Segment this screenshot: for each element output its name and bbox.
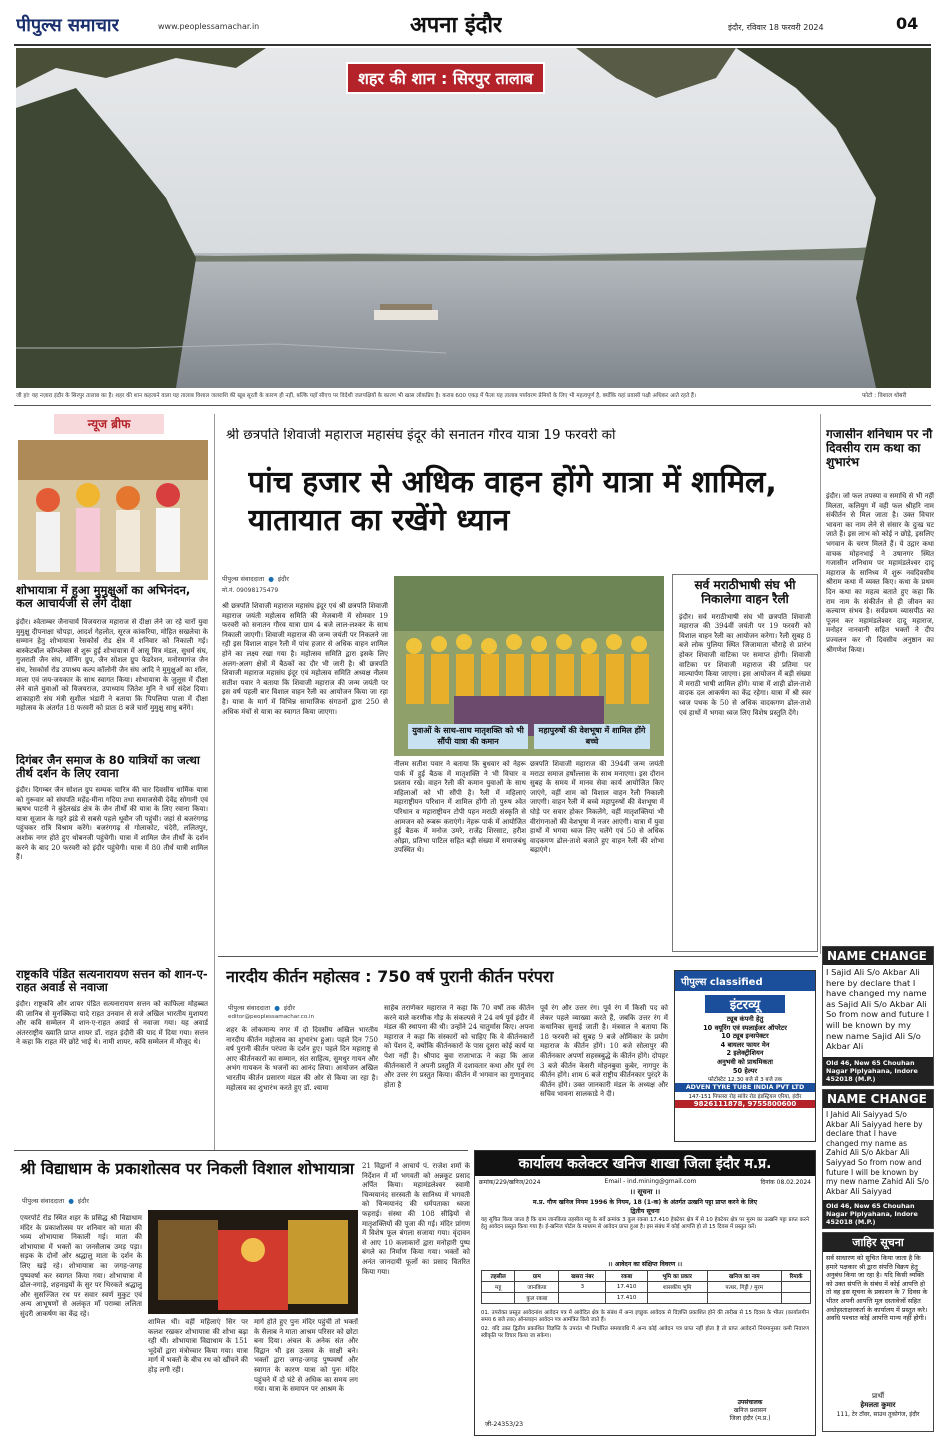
collector-note1: 01. उपरोक्त प्रस्तुत आवेदनांश आवेदन पत्र में आवेदित क्षेत्र के संबंध में अन्य इच्छुक आवेदक से विज्ञप्ति प्रकाशित होने की तारीख से 15 दिवस के भीतर (कार्यालयीन समय 6 बजे तक) ऑनलाइन आवेदन पत्र आमंत्रित किये जाते हैं।	[481, 1310, 809, 1323]
kirtan-headline: नारदीय कीर्तन महोत्सव : 750 वर्ष पुरानी कीर्तन परंपरा	[226, 968, 554, 986]
shobhayatra-author: पीपुल्स संवाददाता	[22, 1197, 65, 1205]
classified-time: फोटोस्टेट 12.30 बजे से 3 बजे तक	[707, 1077, 783, 1084]
photo-caption-right: महापुरुषों की वेशभूषा में शामिल होंगे बच्चे	[534, 724, 650, 749]
classified-line7: 50 हेल्पर	[732, 1066, 758, 1075]
collector-cell: 17.410	[606, 1282, 647, 1293]
news-brief-label: न्यूज ब्रीफ	[54, 414, 164, 434]
shobhayatra-col4: 21 विद्वानों ने आचार्य पं. राजेश शर्मा के निर्देशन में माँ भगवती को अन्नकूट प्रसाद अर्पित किया। महामंडलेश्वर स्वामी चिन्मयानंद सरस्वती के सानिध्य में भगवती को चिन्मयानंद की धर्मपताका ध्वजा फहराई। संस्था की 108 सीढ़ियों से मातृशक्तियों की पूजा की गई। मंदिर प्रांगण में विशेष फूल बंगला सजाया गया। वृंदावन से आए 10 कलाकारों द्वारा मनोहारी पुष्प बंगले का निर्माण किया गया। भक्तों को अनंत जानदायी फूलों का प्रसाद वितरित किया गया।	[362, 1162, 470, 1276]
classified-address: 147-151 पिपलरा रोड़ सांवेर रोड इंडस्ट्रियल एरिया, इंदौर	[688, 1094, 802, 1101]
collector-cell	[647, 1293, 707, 1304]
photo-credit: फोटो : विशाल थोबरी	[862, 393, 907, 399]
collector-note2: 02. यदि उक्त द्वितीय प्रकाशित विज्ञप्ति के उपरांत भी निर्धारित समयावधि में अन्य कोई आवेदन पत्र प्राप्त नहीं होता है तो प्राप्त आवेदनों नियमानुसार कमी निवारण स्वीकृति पर विचार किया जा सकेगा।	[481, 1326, 809, 1339]
collector-cell: 3	[559, 1282, 606, 1293]
collector-cell: महू	[482, 1282, 515, 1293]
collector-title: ।। सूचना ।।	[629, 1188, 661, 1196]
public-notice-title: जाहिर सूचना	[823, 1233, 933, 1252]
main-kicker: श्री छत्रपति शिवाजी महाराज महासंघ इंदूर की सनातन गौरव यात्रा 19 फरवरी को	[226, 428, 616, 443]
collector-col-4: भूमि का प्रकार	[647, 1271, 707, 1282]
right-body: इंदौर। जो फल तपस्या व समाधि से भी नहीं मिलता, कलियुग में वही फल श्रीहरि नाम संकीर्तन से मिल जाता है। उक्त विचार भावना का नाम लेने से संसार के दुःख घट जाते हैं। इस लाभ को कोई न छोड़े, इसलिए भगवान के चरण मिलते हैं। ये उद्गार कथा वाचक मोहनभाई ने उषानगर स्थित गजासीन शनिधाम पर महामंडलेश्वर दादू महाराज के सानिध्य में शुरू नवदिवसीय श्रीराम कथा में व्यक्त किए। कथा के प्रथम दिन कथा का महत्व बताते हुए कहा कि राम नाम के संकीर्तन से ही जीवन का कल्याण संभव है। सर्वप्रथम व्यासपीठ का पूजन कर महामंडलेश्वर दादू महाराज, मनोहर नानवानी सहित भक्तों ने दीप प्रज्वलन कर नौ दिवसीय अनुष्ठान का श्रीगणेश किया।	[826, 492, 934, 654]
collector-table-title: ।। आवेदन का संक्षिप्त विवरण ।।	[607, 1261, 683, 1268]
shobhayatra-col2: शामिल थीं। वहीं महिलाएं सिर पर कलश रखकर शोभायात्रा की शोभा बढ़ा रही थीं। शोभायात्रा विद्याधाम के 151 भूदेवों द्वारा मंत्रोच्चार किया गया। यात्रा मार्ग में भक्तों के बीच रथ को खींचने की होड़ लगी रही।	[148, 1318, 248, 1374]
name-change-1-text: I Sajid Ali S/o Akbar Ali here by declare that I have changed my name as Sajid Ali S/o Akbar Ali So from now and future I will be known by my new name Sajid Ali S/o Akbar Ali	[826, 967, 930, 1052]
collector-col-0: तहसील	[482, 1271, 515, 1282]
collector-ref: क्रमांक/229/खनिज/2024	[479, 1179, 541, 1186]
collector-subtitle: म.प्र. गौण खनिज नियम 1996 के नियम, 18 (1-क) के अंतर्गत उत्खनि पट्टा प्राप्त करने के लिए	[532, 1199, 758, 1206]
shobhayatra-col1: एयरपोर्ट रोड स्थित शहर के प्रसिद्ध श्री विद्याधाम मंदिर के प्रकाशोत्सव पर शनिवार को माता की भव्य शोभायात्रा निकाली गई। माता की शोभायात्रा में भक्तों का जनसैलाब उमड़ पड़ा। सड़क के दोनों ओर श्रद्धालु माता के दर्शन के लिए खड़े रहे। शोभायात्रा का जगह-जगह पुष्पवर्षा कर स्वागत किया गया। शोभायात्रा में ढोल-नगाड़े, शहनाइयों के सुर पर थिरकते श्रद्धालु और सुसज्जित रथ पर सवार स्वर्ण मुकुट एवं अन्य आभूषणों से अलंकृत माँ पराम्बा ललिता सुंदरी आकर्षण का केंद्र रहे।	[20, 1214, 142, 1318]
name-change-1	[822, 946, 934, 1086]
kirtan-author: पीपुल्स संवाददाता	[228, 1004, 271, 1012]
brief1-body: इंदौर। श्वेताम्बर जैनाचार्य विजयराज महाराज से दीक्षा लेने जा रहे चारों युवा मुमुक्षु दीपनाक्षा चोपड़ा, आदर्श गेहलोत, सूरज कांकरिया, मोहित सखलेचा के सम्मान हेतु शोभायात्रा रेसकोर्स रोड क्षेत्र में शनिवार को निकाली गई। बास्केटबॉल कॉम्प्लेक्स से शुरू हुई शोभायात्रा में आसू मित्र मंडल, सुधर्म संघ, गुजराती जैन संघ, मॉनिंग ग्रुप, जैन सोशल ग्रुप फेडरेशन, मनोरमागंज जैन संघ, रेसकोर्स रोड उपाश्रय कल्प कॉलोनी जैन संघ आदि ने मुमुक्षुओं का शॉल, माला एवं जय-जयकार के साथ स्वागत किया। शोभायात्रा के जुलूस में दीक्षा लेने वाले युवाओं को विजयराज, उपाध्याय जितेश मुनि ने धर्म संदेश दिया। शाकाहारी संघ मंत्री सुशील भंडारी ने बताया कि पिपलिया पाला में दीक्षा महोत्सव के अंतर्गत 18 फरवरी को प्रातः 8 बजे चारों मुमुक्षु साधु बनेंगे।	[16, 618, 208, 713]
issue-date: इंदौर, रविवार 18 फरवरी 2024	[728, 23, 824, 32]
collector-cell	[559, 1293, 606, 1304]
kirtan-col2: साहेब तराणेकर महाराज ने कहा कि 70 वर्षों तक कीर्तन करने वाले करणीक गौड़ के संकल्पसे ने 24 वर्ष पूर्व इंदौर में मंडल की स्थापना की थी। उन्होंने 24 चातुर्मास किए। अपना महाराज ने कहा कि संस्कारों को चाहिए कि वे कीर्तनकारों को पेंशन दें, क्योंकि कीर्तनकारों के पास दूसरा कोई कार्य या पेशा नहीं है। श्रीपाद बुवा राजाभाऊ ने कहा कि आज कीर्तनकारों ने अपनी प्रस्तुति में दशावतार कथा और पूर्व रंग और उत्तर रंग प्रस्तुत किया। कीर्तन में भगवान का गुणानुवाद होता है	[384, 1004, 534, 1089]
brief2-body: इंदौर। दिगम्बर जैन सोशल ग्रुप सम्यक चारित्र की चार दिवसीय धार्मिक यात्रा को गुरूवार को संघपति महेंद्र-मीना गदिया तथा समाजसेवी देवेंद्र सोगानी एवं ऋषभ पाटनी ने बुंदेलखंड क्षेत्र के जैन तीर्थों की यात्रा के लिए रवाना किया। यात्रा सूजान के गहरे झंडे से सबसे पहले थूवौन जी पहुंची। जहां से बजरंगगढ़ पहुंचकर रात्रि विश्राम करेंगे। बजरंगगढ़ से गोलाकोट, चंदेरी, ललितपुर, अशोक नगर होते हुए थोबनजी पहुंचेगी। यात्रा में शामिल जैन तीर्थों के दर्शन करने के बाद 20 फरवरी को इंदौर पहुंचेगी। यात्रा में 80 तीर्थ यात्री शामिल हैं।	[16, 786, 208, 862]
name-change-2-text: I Jahid Ali Saiyyad S/o Akbar Ali Saiyyad here by declare that I have changed my name as Zahid Ali S/o Akbar Ali Saiyyad So from now and future I will be known by my new name Zahid Ali S/o Akbar Ali Saiyyad	[826, 1110, 929, 1196]
collector-cell: 17.410	[606, 1293, 647, 1304]
kirtan-email[interactable]: editor@peoplessamachar.co.in	[228, 1014, 315, 1020]
shobhayatra-byline	[22, 1196, 182, 1205]
masthead-url[interactable]: www.peoplessamachar.in	[158, 22, 260, 31]
classified-line4: 4 बायलर फायर मेन	[720, 1040, 770, 1049]
classified-line6: अनुभवी को प्राथमिकता	[717, 1057, 773, 1066]
classified-line5: 2 इलेक्ट्रीशियन	[726, 1049, 764, 1058]
collector-sign: उपसंचालक	[737, 1399, 763, 1406]
classified-brand: पीपुल्स classified	[675, 971, 815, 991]
collector-date: दिनांक 08.02.2024	[760, 1179, 811, 1186]
lake-photo	[16, 48, 931, 388]
public-notice-address: 111, टेर टॉवर, साउथ तुकोगंज, इंदौर	[836, 1411, 920, 1418]
section-title: अपना इंदौर	[410, 13, 503, 38]
collector-row	[482, 1293, 811, 1304]
procession-photo	[18, 440, 208, 580]
main-col1: श्री छत्रपति शिवाजी महाराज महासंघ इंदूर एवं श्री छत्रपति शिवाजी महाराज जयंती महोत्सव समिति की मेजबानी में सोमवार 19 फरवरी को सनातन गौरव यात्रा ग्राम 4 बजे लाल-लश्कर के साथ निकाली जाएगी। शिवाजी महाराज की जन्म जयंती पर निकलने जा रही इस विशाल वाहन रैली में पांच हजार से अधिक वाहन शामिल होने का लक्ष्य रखा गया है। महोत्सव समिति द्वारा इसके लिए अलग-अलग क्षेत्रों में बैठकों का दौर भी जारी है। श्री छत्रपति शिवाजी महाराज महासंघ इंदूर एवं महोत्सव समिति अध्यक्ष नीलम सतीश पवार ने बताया कि शिवाजी महाराज की जन्म जयंती पर इस वर्ष पहली बार विशाल वाहन रैली का आयोजन किया जा रहा है। यात्रा के मार्ग में विभिन्न सामाजिक संगठनों द्वारा 250 से अधिक मंचों से यात्रा का स्वागत किया जाएगा।	[222, 602, 388, 716]
classified-company: ADVEN TYRE TUBE INDIA PVT LTD	[675, 1083, 815, 1092]
classified-ad	[674, 970, 816, 1142]
collector-row	[482, 1282, 811, 1293]
collector-col-2: खसरा नंबर	[559, 1271, 606, 1282]
collector-cell: शासकीय भूमि	[647, 1282, 707, 1293]
main-col3: छत्रपति शिवाजी महाराज की 394वीं जन्म जयंती मराठा समाज हर्षोल्लास के साथ मनाएगा। इस दौरान सुबह के समय में मानव सेवा कार्य आयोजित किए जाएंगे, वहीं शाम को विशाल वाहन रैली निकाली जाएगी। वाहन रैली में बच्चे महापुरुषों की वेशभूषा में घोड़े पर सवार होकर निकलेंगे, वहीं मातृशक्तियां भी वीरांगनाओं की वेशभूषा में नजर आएंगी। यात्रा में युवा हाथों में भगवा ध्वज लिए चलेंगे एवं 50 से अधिक वादकगण ढोल-ताशे बजाते हुए वाहन रैली की शोभा बढ़ाएंगे।	[530, 760, 664, 855]
collector-sign2: खनिज प्रशासन	[733, 1407, 767, 1414]
byline-author: पीपुल्स संवाददाता	[222, 575, 265, 583]
main-byline	[222, 574, 392, 594]
classified-phone[interactable]: 9826111878, 9755800600	[675, 1100, 815, 1108]
right-headline: गजासीन शनिधाम पर नौ दिवसीय राम कथा का शुभारंभ	[826, 428, 933, 469]
collector-phase: द्वितीय सूचना	[630, 1208, 660, 1215]
collector-cell: जानकिया	[515, 1282, 559, 1293]
byline-city: इंदौर	[277, 575, 289, 583]
shobhayatra-photo	[148, 1210, 358, 1314]
public-notice-body: सर्व साधारण को सूचित किया जाता है कि हमारे पक्षकार श्री द्वारा संपत्ति विक्रय हेतु अनुबंध किया जा रहा है। यदि किसी व्यक्ति को उक्त संपत्ति के संबंध में कोई आपत्ति हो तो वह इस सूचना के प्रकाशन के 7 दिवस के भीतर अपनी आपत्ति मूल दस्तावेजों सहित अधोहस्ताक्षरकर्ता के कार्यालय में प्रस्तुत करे। अवधि पश्चात कोई आपत्ति मान्य नहीं होगी।	[826, 1254, 928, 1323]
dot-icon: ●	[268, 574, 274, 583]
collector-col-5: खनिज का नाम	[707, 1271, 781, 1282]
classified-line3: 10 ट्यूब इन्सपेक्टर	[721, 1032, 769, 1041]
public-notice	[822, 1232, 934, 1432]
collector-cell: कुल रकबा	[515, 1293, 559, 1304]
classified-line1: ट्यूब कंपनी हेतु	[726, 1015, 764, 1023]
name-change-label: NAME CHANGE	[823, 947, 933, 965]
page-number: 04	[896, 14, 919, 33]
dot-icon: ●	[68, 1196, 74, 1205]
main-col2: नीलम सतीश पवार ने बताया कि बुधवार को नेहरू पार्क में हुई बैठक में मातृशक्ति ने भी विचार व प्रस्ताव रखे। वाहन रैली की कमान युवाओं के साथ महिलाओं को भी सौंपी है। रैली में महिलाएं महाराष्ट्रीयन परिधान में शामिल होंगी तो पुरुष श्वेत परिधान व महाराष्ट्रीयन टोपी पहन मराठी संस्कृति से आमजन को रूबरू कराएंगे। नेहरू पार्क में आयोजित हुई बैठक में मनोज उमरे, राजेंद्र शिरसाट, हरीश ओझा, प्रतिभा पाटिल सहित बड़ी संख्या में समाजबंधु उपस्थित थे।	[394, 760, 526, 855]
name-change-2-address: Old 46, New 65 Chouhan Nagar Piplyahana, Indore 452018 (M.P.)	[823, 1200, 933, 1228]
classified-category: इंटरव्यू	[705, 995, 785, 1013]
collector-body: यह सूचित किया जाता है कि ग्राम जानकिया तहसील महू के सर्वे क्रमांक 3 कुल रकबा 17.410 हेक्टेयर क्षेत्र में से 10 हेक्टेयर क्षेत्र पर मुरम का उत्खनि पट्टा प्राप्त करने हेतु आवेदन प्रस्तुत किया गया है। ई-खनिज पोर्टल के माध्यम से आवेदन प्राप्त हुआ है। इस संबंध में कोई आपत्ति हो तो 15 दिवस में प्रस्तुत करें।	[481, 1217, 809, 1230]
name-change-2	[822, 1089, 934, 1229]
collector-header: कार्यालय कलेक्टर खनिज शाखा जिला इंदौर म.प्र.	[475, 1151, 815, 1176]
collector-cell	[707, 1293, 781, 1304]
masthead	[0, 0, 945, 44]
kirtan-byline	[228, 1003, 378, 1020]
public-notice-sign: प्रार्थी	[871, 1392, 885, 1400]
sidebar-body: इंदौर। सर्व मराठीभाषी संघ भी छत्रपति शिवाजी महाराज की 394वीं जयंती पर 19 फरवरी को विशाल वाहन रैली का आयोजन करेगा। रैली सुबह 8 बजे लोक पुलिया स्थित जिजामाता चौराहे से प्रारंभ होकर शिवाजी वाटिका पर समाप्त होगी। शिवाजी वाटिका पर शिवाजी महाराज की प्रतिमा पर माल्यार्पण किया जाएगा। इस आयोजन में बड़ी संख्या में मराठी भाषी शामिल होंगे। यात्रा में शाही ढोल-ताशे वादक दल आकर्षण का केंद्र रहेगा। यात्रा में श्री स्वर ध्वज पथक के 50 से अधिक वादकगण ढोल-ताशे एवं हाथों में भगवा ध्वज लिए विशेष प्रस्तुति देंगे।	[679, 612, 811, 717]
sidebar-headline: सर्व मराठीभाषी संघ भी निकालेगा वाहन रैली	[694, 578, 796, 606]
kirtan-city: इंदौर	[283, 1004, 295, 1012]
photo-caption-left: युवाओं के साथ-साथ मातृशक्ति को भी सौंपी यात्रा की कमान	[408, 724, 528, 749]
brief3-headline: राष्ट्रकवि पंडित सत्यनारायण सत्तन को शान-ए-राहत अवार्ड से नवाजा	[16, 968, 208, 995]
collector-cell: पत्थर, गिट्टी / मुरम	[707, 1282, 781, 1293]
main-headline: पांच हजार से अधिक वाहन होंगे यात्रा में शामिल, यातायात का रखेंगे ध्यान	[248, 465, 777, 538]
public-notice-name: हेमलता कुमार	[860, 1401, 896, 1409]
collector-notice	[474, 1150, 816, 1436]
masthead-logo: पीपुल्स समाचार	[16, 15, 119, 36]
collector-sign3: जिला इंदौर (म.प्र.)	[729, 1415, 771, 1422]
kirtan-col3: पूर्व रंग और उत्तर रंग। पूर्व रंग में किसी पद को लेकर पहले व्याख्या करते हैं, जबकि उत्तर रंग में कथानिका सुनाई जाती है। मंत्रवाल ने बताया कि 18 फरवरी को सुबह 9 बजे ओमिंकार के प्रयोग महाराज के कीर्तन होंगे। 10 बजे सोलापुर की कीर्तनकार अपर्णा सहस्त्रबुद्धे के कीर्तन होंगे। दोपहर 3 बजे कीर्तन केसरी मोहनबुवा कुबेर, नागपुर के कीर्तन होंगे। शाम 6 बजे राष्ट्रीय कीर्तनकार पुरंदरे के कीर्तन होंगे। उक्त जानकारी मंडल के अध्यक्ष और सचिव भावना सालकाडे ने दी।	[540, 1004, 668, 1099]
collector-col-3: रकबा	[606, 1271, 647, 1282]
shobhayatra-headline: श्री विद्याधाम के प्रकाशोत्सव पर निकली विशाल शोभायात्रा	[20, 1160, 355, 1178]
dot-icon: ●	[274, 1003, 280, 1012]
main-photo	[394, 576, 664, 756]
collector-col-1: ग्राम	[515, 1271, 559, 1282]
name-change-label: NAME CHANGE	[823, 1090, 933, 1108]
brief2-headline: दिगंबर जैन समाज के 80 यात्रियों का जत्था तीर्थ दर्शन के लिए रवाना	[16, 754, 200, 781]
collector-cell	[781, 1293, 810, 1304]
collector-cell	[482, 1293, 515, 1304]
collector-email[interactable]: Email - ind.mining@gmail.com	[604, 1178, 697, 1185]
lake-scene	[16, 48, 931, 388]
brief3-body: इंदौर। राष्ट्रकवि और शायर पंडित सत्यनारायण सत्तन को काफिला मोहब्बत की जानिब से मुनक्किदा यादे राहत उनवान से सजे अखिल भारतीय मुशायरा और कवि सम्मेलन में शान-ए-राहत अवार्ड से नवाजा गया। यह अवार्ड अंतरराष्ट्रीय ख्याति प्राप्त शायर डॉ. राहत इंदौरी की याद में दिया गया। सत्तन ने कहा कि राहत मेरे छोटे भाई थे। नामी शायर, कवि सम्मेलन में मौजूद थे।	[16, 1000, 208, 1047]
sidebar-box	[672, 574, 818, 952]
collector-cell	[781, 1282, 810, 1293]
kirtan-col1: शहर के लोकमान्य नगर में दो दिवसीय अखिल भारतीय नारदीय कीर्तन महोत्सव का शुभारंभ हुआ। पहले दिन 750 वर्ष पुरानी कीर्तन परंपरा के दर्शन हुए। पहले दिन महाराष्ट्र से आए कीर्तनकारों का सम्मान, संत साहित्य, सुमधुर गायन और अभंग गायकन के भजनों का आनंद लिया। आयोजन अखिल भारतीय कीर्तन प्रसारण मंडल की ओर से किया जा रहा है। महोत्सव का शुभारंभ करते हुए डॉ. श्यामा	[226, 1026, 378, 1092]
shobhayatra-city: इंदौर	[77, 1197, 89, 1205]
name-change-1-address: Old 46, New 65 Chouhan Nagar Piplyahana, Indore 452018 (M.P.)	[823, 1057, 933, 1085]
classified-line2: 10 वयूरिंग एवं स्पलाईजर ऑपरेटर	[703, 1023, 787, 1032]
byline-phone: मो.नं. 09098175479	[222, 587, 279, 594]
news-brief	[14, 414, 210, 1162]
shobhayatra-col3: मार्ग होते हुए पुनः मंदिर पहुंची तो भक्तों के सैलाब ने माता आश्रम परिसर को छोटा बना दिया। अंचल के अनेक संत और विद्वान भी इस उत्सव के साक्षी बने। भक्तों द्वारा जगह-जगह पुष्पवर्षा और स्वागत के कारण यात्रा को पुनः मंदिर पहुंचने में दो घंटे से अधिक का समय लग गया। यात्रा के समापन पर आश्रम के	[254, 1318, 358, 1394]
photo-banner: शहर की शान : सिरपुर तालाब	[346, 62, 545, 94]
collector-table	[481, 1270, 811, 1304]
brief1-headline: शोभायात्रा में हुआ मुमुक्षुओं का अभिनंदन, कल आचार्यजी से लेंगे दीक्षा	[16, 584, 191, 611]
photo-caption: जी हां! यह नज़ारा इंदौर के सिरपुर तालाब का है। शहर की शान कहलाने वाला यह तालाब विशाल जलराशि की खूब सूरती के कारण ही नहीं, बल्कि यहाँ सीएच पर विदेशी जलपक्षियों के कारण भी खास लोकप्रिय है। कराब 600 एकड़ में फैला यह तालाब पर्यावरण प्रेमियों के लिए भी महत्वपूर्ण है, क्योंकि यहां प्रवासी पक्षी अधिकर आते रहते हैं।	[16, 393, 696, 399]
collector-ref-code: जी-24353/23	[485, 1421, 524, 1428]
collector-col-6: रिमार्क	[781, 1271, 810, 1282]
